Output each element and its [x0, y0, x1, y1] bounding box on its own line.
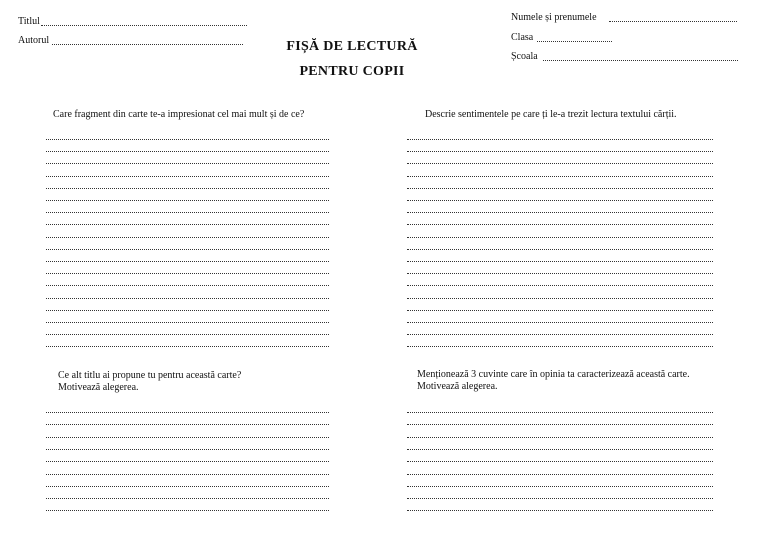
name-field-line[interactable] [609, 21, 737, 22]
answer-line[interactable] [407, 486, 713, 487]
answer-line[interactable] [46, 412, 329, 413]
school-field-line[interactable] [543, 60, 738, 61]
answer-line[interactable] [407, 449, 713, 450]
answer-line[interactable] [407, 322, 713, 323]
answer-line[interactable] [407, 498, 713, 499]
answer-line[interactable] [46, 310, 329, 311]
title-field-label: Titlul [18, 16, 40, 27]
answer-line[interactable] [46, 498, 329, 499]
answer-line[interactable] [407, 261, 713, 262]
question-3-instruction: Motivează alegerea. [58, 382, 139, 393]
answer-line[interactable] [407, 285, 713, 286]
page-subtitle: PENTRU COPII [299, 64, 405, 79]
answer-line[interactable] [46, 486, 329, 487]
answer-line[interactable] [46, 346, 329, 347]
school-field-label: Școala [511, 51, 538, 62]
author-field-label: Autorul [18, 35, 50, 46]
answer-line[interactable] [407, 212, 713, 213]
answer-line[interactable] [407, 298, 713, 299]
answer-line[interactable] [407, 437, 713, 438]
answer-line[interactable] [407, 249, 713, 250]
answer-line[interactable] [407, 151, 713, 152]
answer-line[interactable] [46, 298, 329, 299]
answer-line[interactable] [407, 224, 713, 225]
answer-line[interactable] [46, 285, 329, 286]
answer-line[interactable] [46, 249, 329, 250]
title-field-line[interactable] [41, 25, 247, 26]
answer-line[interactable] [46, 237, 329, 238]
answer-line[interactable] [407, 139, 713, 140]
answer-line[interactable] [407, 424, 713, 425]
answer-line[interactable] [46, 224, 329, 225]
question-4-instruction: Motivează alegerea. [417, 381, 498, 392]
answer-line[interactable] [407, 510, 713, 511]
question-3 [58, 370, 241, 394]
answer-line[interactable] [407, 310, 713, 311]
answer-line[interactable] [46, 176, 329, 177]
question-3-text: Ce alt titlu ai propune tu pentru această carte? [58, 370, 242, 381]
answer-line[interactable] [46, 322, 329, 323]
answer-line[interactable] [407, 237, 713, 238]
name-field [511, 12, 597, 23]
answer-line[interactable] [407, 474, 713, 475]
answer-line[interactable] [46, 424, 329, 425]
answer-line[interactable] [407, 346, 713, 347]
answer-line[interactable] [407, 412, 713, 413]
answer-line[interactable] [407, 163, 713, 164]
answer-line[interactable] [46, 261, 329, 262]
answer-line[interactable] [407, 273, 713, 274]
answer-line[interactable] [46, 273, 329, 274]
answer-line[interactable] [46, 437, 329, 438]
answer-line[interactable] [46, 474, 329, 475]
answer-line[interactable] [46, 510, 329, 511]
class-field-label: Clasa [511, 32, 534, 43]
page-title: FIȘĂ DE LECTURĂ [286, 39, 418, 54]
answer-line[interactable] [407, 461, 713, 462]
answer-line[interactable] [407, 188, 713, 189]
question-4-text: Menționează 3 cuvinte care în opinia ta caracterizează această carte. [417, 369, 690, 380]
answer-line[interactable] [46, 449, 329, 450]
title-field [18, 16, 40, 27]
question-2: Descrie sentimentele pe care ți le-a trezit lectura textului cărții. [425, 109, 677, 120]
answer-line[interactable] [407, 334, 713, 335]
answer-line[interactable] [46, 163, 329, 164]
question-1: Care fragment din carte te-a impresionat cel mai mult și de ce? [53, 109, 305, 120]
answer-line[interactable] [46, 212, 329, 213]
question-4 [417, 369, 690, 393]
answer-line[interactable] [46, 461, 329, 462]
answer-line[interactable] [46, 151, 329, 152]
answer-line[interactable] [46, 188, 329, 189]
answer-line[interactable] [46, 334, 329, 335]
answer-line[interactable] [46, 139, 329, 140]
answer-line[interactable] [407, 200, 713, 201]
answer-line[interactable] [407, 176, 713, 177]
name-field-label: Numele și prenumele [511, 12, 597, 23]
answer-line[interactable] [46, 200, 329, 201]
